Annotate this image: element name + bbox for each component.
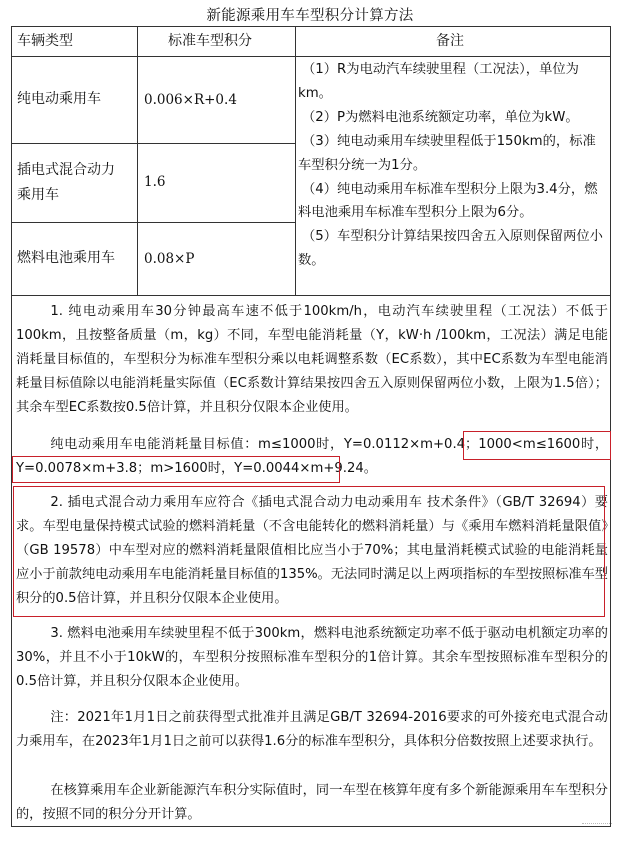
highlight-box-phev	[13, 486, 605, 617]
rule-bev-paragraph	[16, 300, 608, 420]
remark-1: （1）R为电动汽车续驶里程（工况法），单位为km。	[298, 62, 579, 101]
note-paragraph	[16, 706, 608, 754]
remark-5: （5）车型积分计算结果按四舍五入原则保留两位小数。	[298, 229, 603, 269]
rule-fcev-text: 3. 燃料电池乘用车续驶里程不低于300km，燃料电池系统额定功率不低于驱动电机额定功率的30%，并且不小于10kW的，车型积分按照标准车型积分的1倍计算。其余车型按照标准车型积分的0.5倍计算，并且积分仅限本企业使用。	[16, 626, 608, 690]
table-bottom-divider	[11, 295, 611, 296]
column-divider-2	[295, 26, 296, 296]
row-divider-1	[11, 143, 296, 144]
watermark-mark	[582, 823, 612, 830]
remark-2: （2）P为燃料电池系统额定功率，单位为kW。	[301, 109, 579, 125]
row-fcev-score: 0.08×P	[144, 251, 195, 267]
accounting-text: 在核算乘用车企业新能源汽车积分实际值时，同一车型在核算年度有多个新能源乘用车车型积分的，按照不同的积分分开计算。	[16, 783, 608, 823]
row-bev-type: 纯电动乘用车	[17, 91, 101, 107]
bev-target-boxed-a: 1000<m≤1600时，	[478, 437, 609, 452]
accounting-paragraph	[16, 779, 608, 827]
highlight-box-formula-a	[463, 431, 611, 460]
rule-bev-text: 1. 纯电动乘用车30分钟最高车速不低于100km/h，电动汽车续驶里程（工况法）不低于100km，且按整备质量（m，kg）不同，车型电能消耗量（Y，kW·h /100km，工况法）满足电能消耗量目标值的，车型积分为标准车型积分乘以电耗调整系数（EC系数），其中EC系数为车型电能消耗量目标值除以电能消耗量实际值（EC系数计算结果按四舍五入原则保留两位小数，上限为1.5倍）；其余车型EC系数按0.5倍计算，并且积分仅限本企业使用。	[16, 304, 608, 416]
header-vehicle-type: 车辆类型	[17, 33, 73, 49]
column-divider-1	[137, 26, 138, 296]
row-divider-2	[11, 222, 296, 223]
remark-4: （4）纯电动乘用车标准车型积分上限为3.4分，燃料电池乘用车标准车型积分上限为6分。	[298, 181, 598, 221]
document-title: 新能源乘用车车型积分计算方法	[206, 8, 414, 24]
bev-target-prefix: 纯电动乘用车电能消耗量目标值：m≤1000时，Y=0.0112×m+0.4；	[50, 437, 479, 452]
row-phev-type-line1: 插电式混合动力	[17, 162, 115, 178]
header-remarks: 备注	[436, 33, 464, 49]
note-text: 注：2021年1月1日之前获得型式批准并且满足GB/T 32694-2016要求的可外接充电式混合动力乘用车，在2023年1月1日之前可以获得1.6分的标准车型积分，具体积分倍数按照上述要求执行。	[16, 710, 608, 750]
rule-phev-text: 2. 插电式混合动力乘用车应符合《插电式混合动力电动乘用车 技术条件》（GB/T 32694）要求。车型电量保持模式试验的燃料消耗量（不含电能转化的燃料消耗量）与《乘用车燃料消耗量限值》（GB 19578）中车型对应的燃料消耗量限值相比应当小于70%；其电量消耗模式试验的电能消耗量应小于前款纯电动乘用车电能消耗量目标值的135%。无法同时满足以上两项指标的车型按照标准车型积分的0.5倍计算，并且积分仅限本企业使用。	[16, 495, 608, 607]
row-phev-score: 1.6	[144, 174, 166, 190]
remark-3: （3）纯电动乘用车续驶里程低于150km的，标准车型积分统一为1分。	[298, 133, 596, 173]
header-standard-score: 标准车型积分	[168, 33, 252, 49]
rule-fcev-paragraph	[16, 622, 608, 694]
row-fcev-type: 燃料电池乘用车	[17, 250, 115, 266]
remarks-cell	[298, 58, 608, 273]
header-divider	[11, 56, 611, 57]
highlight-box-formula-b	[12, 456, 340, 483]
row-bev-score: 0.006×R+0.4	[144, 92, 237, 108]
row-phev-type-line2: 乘用车	[17, 187, 59, 203]
bev-target-boxed-b: Y=0.0078×m+3.8；m>1600时，Y=0.0044×m+9.24。	[16, 461, 377, 477]
